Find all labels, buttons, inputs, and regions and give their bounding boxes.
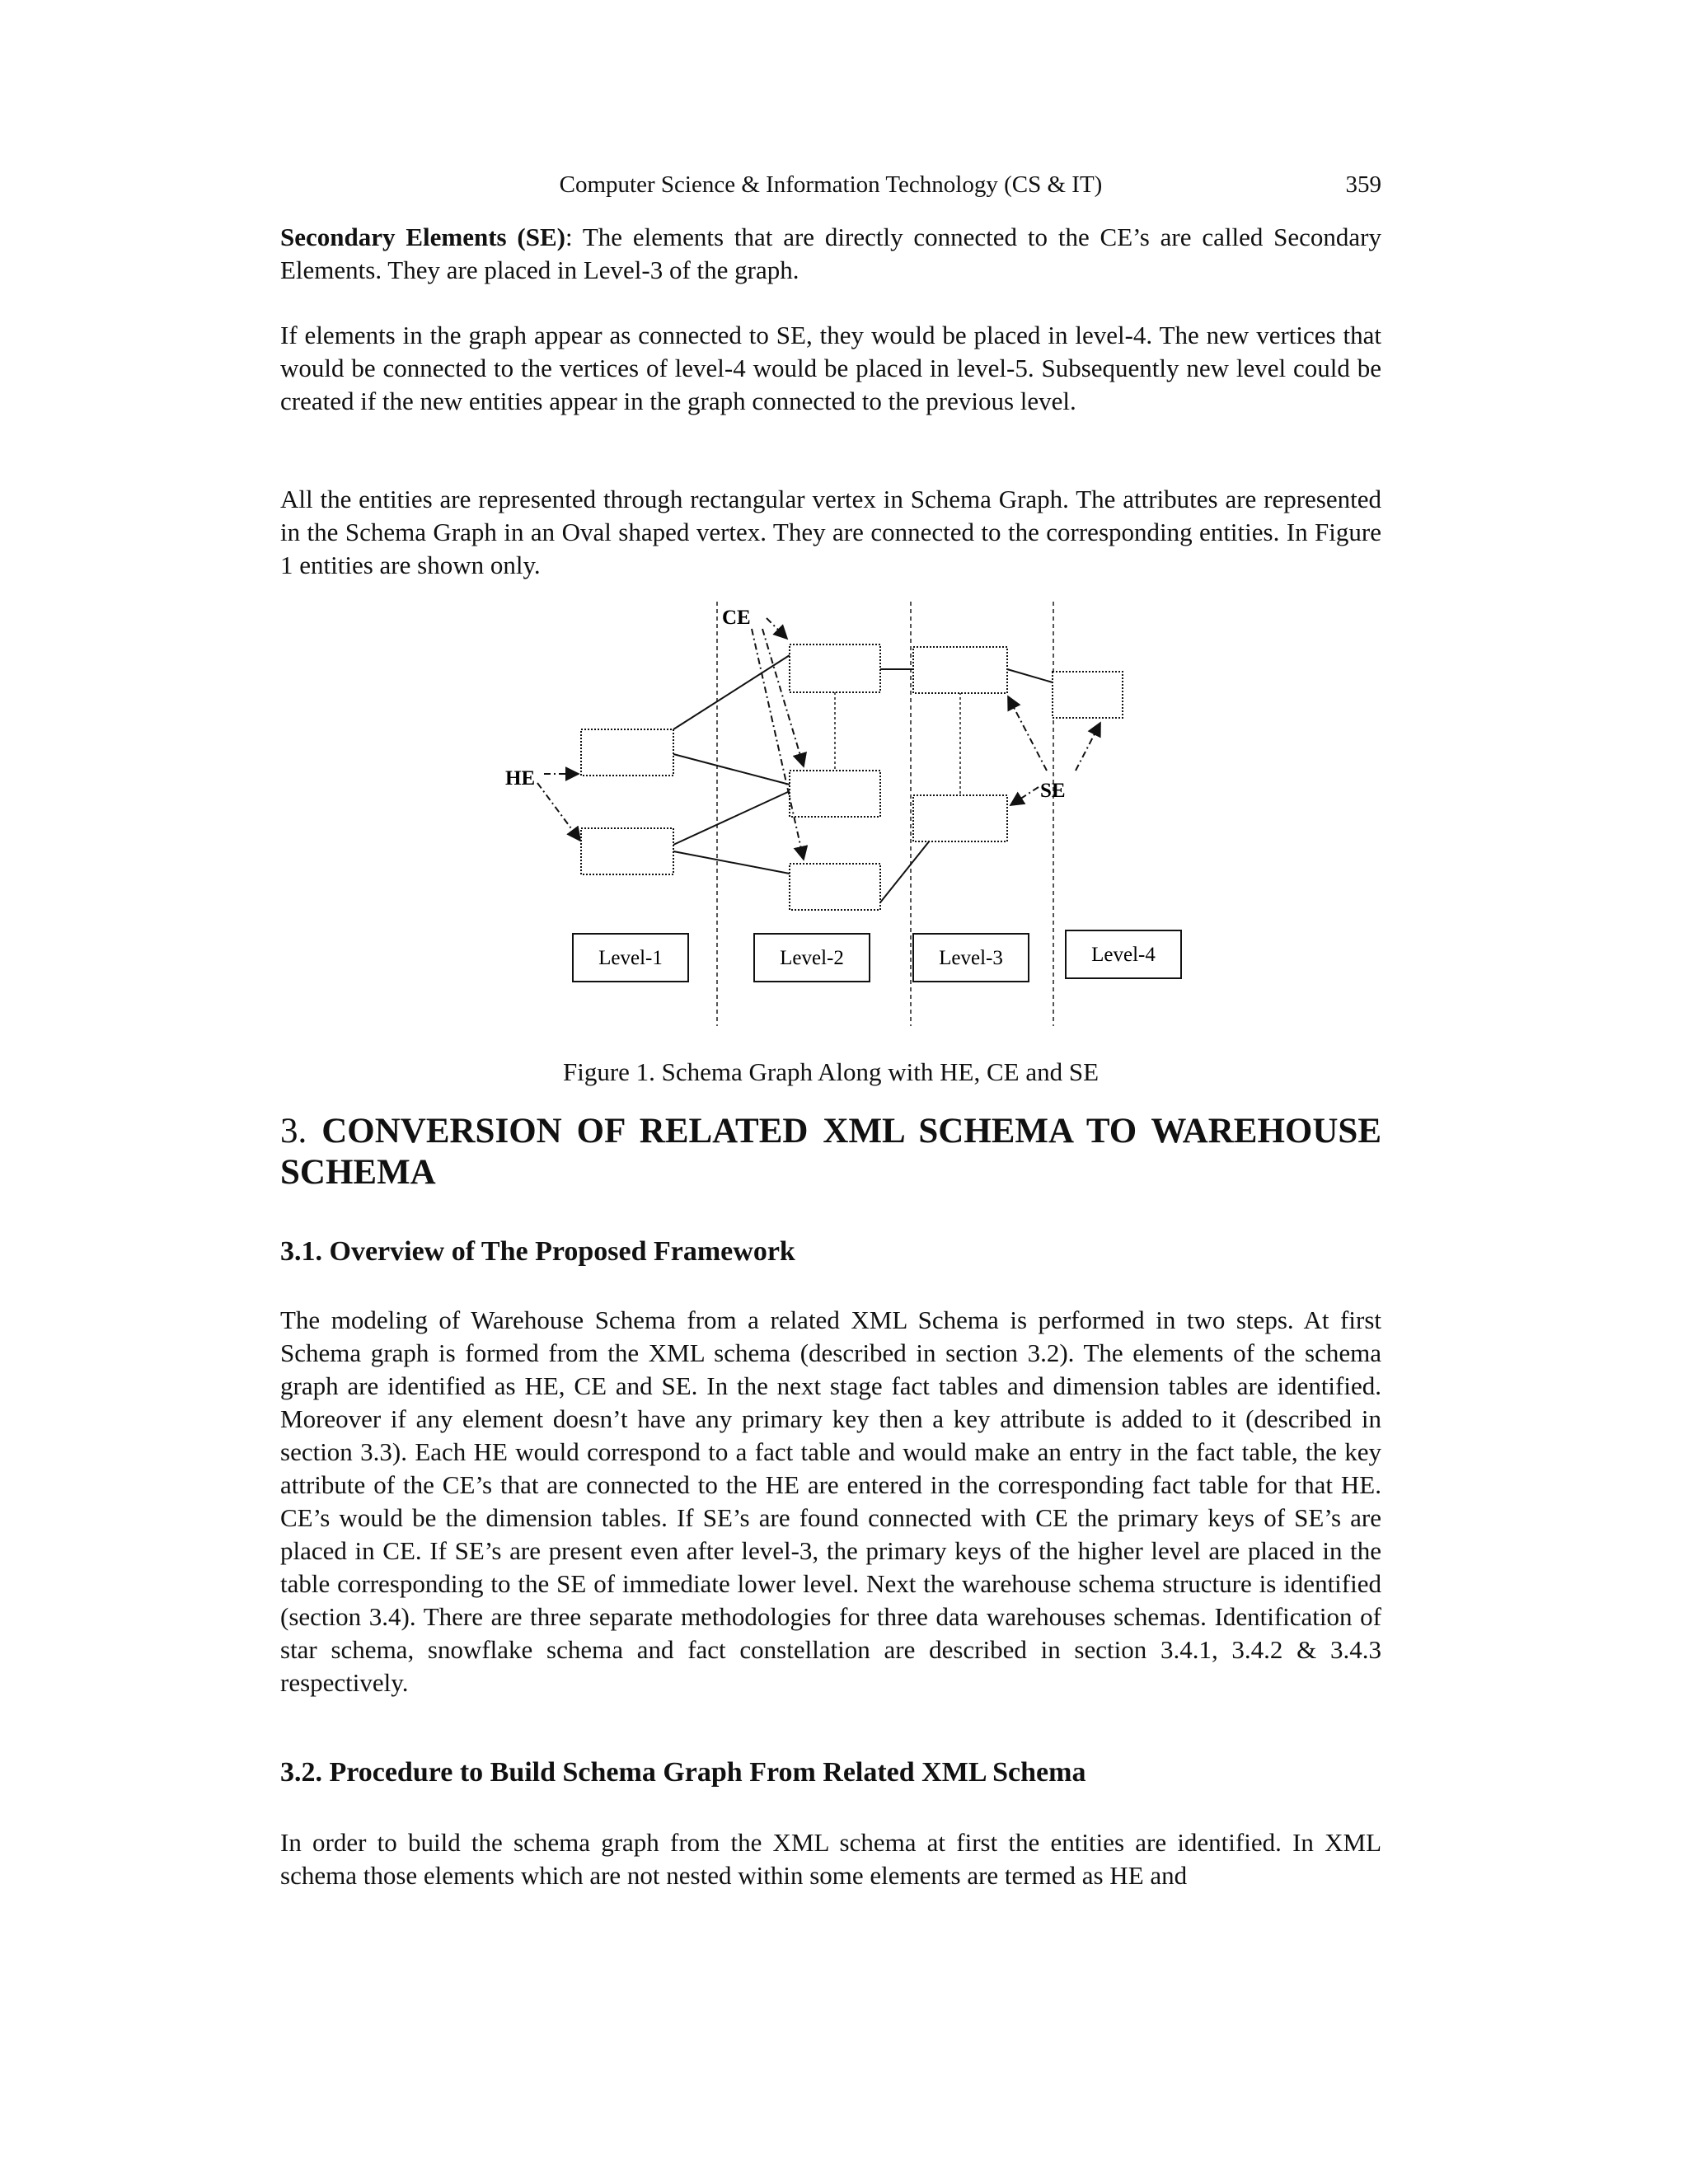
se-arrow-3 bbox=[1076, 723, 1100, 771]
entity-l2a bbox=[790, 644, 880, 692]
he-arrow-2 bbox=[537, 783, 580, 841]
level-label-2: Level-2 bbox=[780, 947, 844, 969]
section-3-1-heading: 3.1. Overview of The Proposed Framework bbox=[280, 1236, 795, 1267]
section-3-heading bbox=[280, 1111, 1381, 1193]
section-3-title: CONVERSION OF RELATED XML SCHEMA TO WAREHOUSE SCHEMA bbox=[280, 1112, 1381, 1192]
edge-l1b-l2b bbox=[673, 791, 790, 845]
running-header bbox=[280, 171, 1381, 204]
level-label-1: Level-1 bbox=[598, 947, 663, 969]
paragraph-levels: If elements in the graph appear as connected to SE, they would be placed in level-4. The new vertices that would be connected to the vertices of level-4 would be placed in level-5. Subsequently new level could be created if the new entities appear in the graph connected to the previous level. bbox=[280, 321, 1381, 415]
level-label-3: Level-3 bbox=[939, 947, 1003, 969]
edge-l2c-l3b bbox=[880, 841, 930, 902]
ce-label: CE bbox=[722, 607, 751, 629]
figure-schema-graph bbox=[478, 589, 1220, 1034]
entity-l4a bbox=[1053, 672, 1123, 718]
entity-l2b bbox=[790, 771, 880, 817]
se-arrow-2 bbox=[1010, 787, 1039, 805]
entity-l2c bbox=[790, 864, 880, 910]
he-label: HE bbox=[505, 767, 536, 790]
entity-l3b bbox=[913, 795, 1007, 841]
se-label: SE bbox=[1040, 780, 1066, 802]
term-secondary-elements: Secondary Elements (SE) bbox=[280, 223, 565, 251]
entity-l3a bbox=[913, 647, 1007, 693]
ce-arrow-1 bbox=[767, 618, 787, 639]
paragraph-entities: All the entities are represented through rectangular vertex in Schema Graph. The attributes are represented in the Schema Graph in an Oval shaped vertex. They are connected to the corresponding entities. In Figure 1 entities are shown only. bbox=[280, 485, 1381, 579]
definition-secondary-elements: : The elements that are directly connected to the CE’s are called Secondary Elements. They are placed in Level-3 of the graph. bbox=[280, 223, 1381, 284]
entity-l1b bbox=[581, 828, 673, 874]
figure-caption: Figure 1. Schema Graph Along with HE, CE and SE bbox=[562, 1057, 1100, 1086]
section-3-number: 3. bbox=[280, 1112, 322, 1151]
edge-l1a-l2b bbox=[673, 754, 790, 785]
edge-l1b-l2c bbox=[673, 851, 790, 874]
paragraph-secondary-elements bbox=[280, 221, 1381, 287]
section-3-2-heading: 3.2. Procedure to Build Schema Graph From Related XML Schema bbox=[280, 1757, 1086, 1788]
page-number: 359 bbox=[1345, 171, 1381, 198]
paragraph-procedure: In order to build the schema graph from the XML schema at first the entities are identified. In XML schema those elements which are not nested within some elements are termed as HE and bbox=[280, 1828, 1381, 1890]
edge-l3a-l4 bbox=[1007, 669, 1053, 682]
schema-graph-svg bbox=[478, 589, 1220, 1034]
header-title: Computer Science & Information Technology (CS & IT) bbox=[559, 171, 1103, 198]
paragraph-overview: The modeling of Warehouse Schema from a related XML Schema is performed in two steps. At first Schema graph is formed from the XML schema (described in section 3.2). The elements of the schema graph are identified as HE, CE and SE. In the next stage fact tables and dimension tables are identified. Moreover if any element doesn’t have any primary key then a key attribute is added to it (described in section 3.3). Each HE would correspond to a fact table and would make an entry in the fact table, the key attribute of the CE’s that are connected to the HE are entered in the corresponding fact table for that HE. CE’s would be the dimension tables. If SE’s are found connected with CE the primary keys of SE’s are placed in CE. If SE’s are present even after level-3, the primary keys of the higher level are placed in the table corresponding to the SE of immediate lower level. Next the warehouse schema structure is identified (section 3.4). There are three separate methodologies for three data warehouses schemas. Identification of star schema, snowflake schema and fact constellation are described in section 3.4.1, 3.4.2 & 3.4.3 respectively. bbox=[280, 1305, 1381, 1697]
entity-l1a bbox=[581, 729, 673, 776]
level-label-4: Level-4 bbox=[1091, 944, 1156, 966]
se-arrow-1 bbox=[1008, 696, 1047, 771]
